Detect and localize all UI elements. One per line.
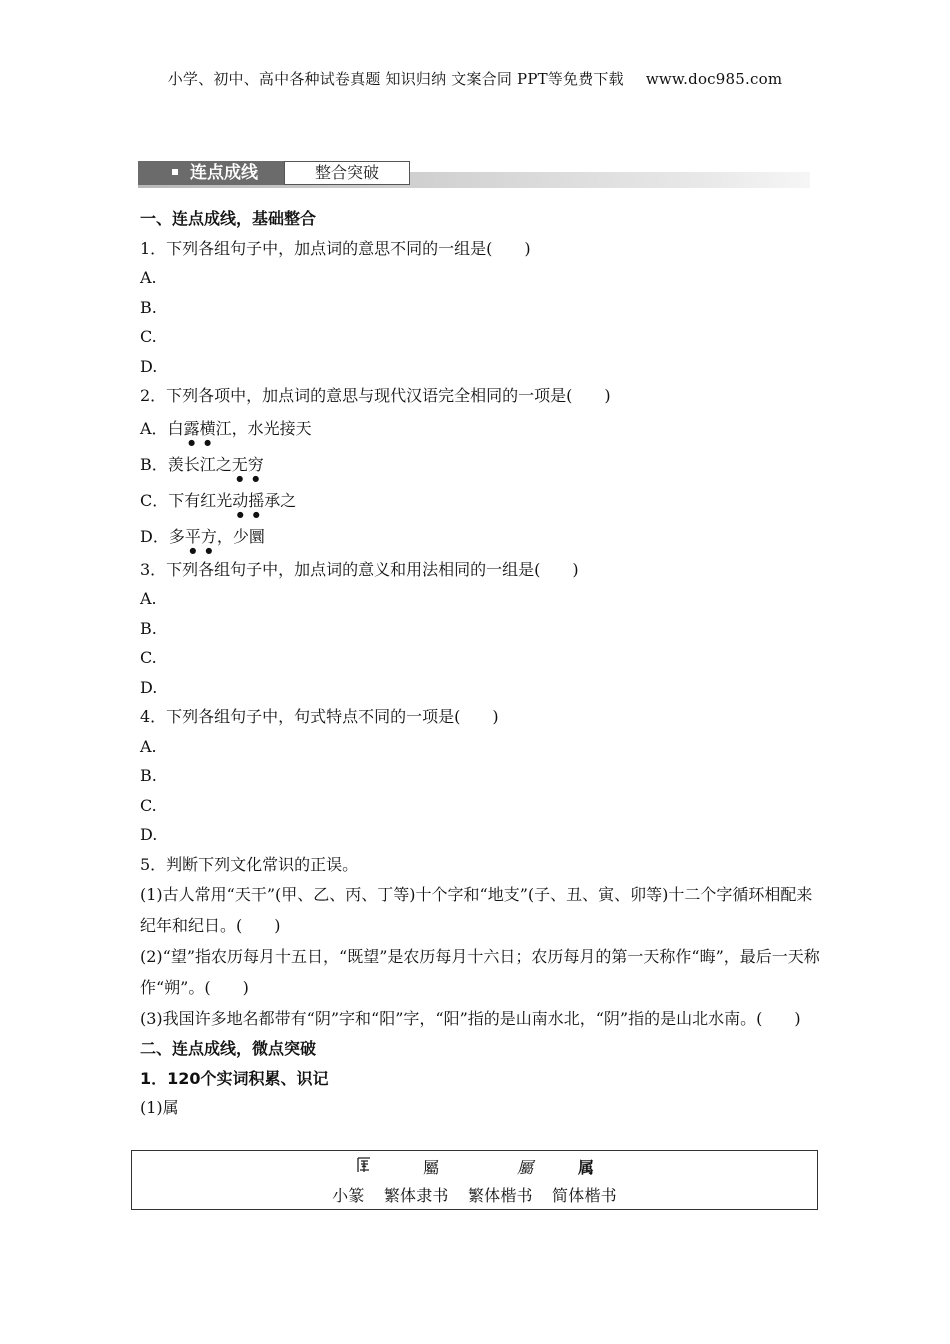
option-text: 白 — [167, 418, 184, 438]
q3-option-a: A. — [140, 589, 157, 608]
label-regular: 繁体楷书 — [467, 1186, 533, 1205]
q5-item-2: (2)“望”指农历每月十五日，“既望”是农历每月十六日；农历每月的第一天称作“晦”，最后一天称作“朔”。( ) — [140, 947, 820, 997]
simplified-glyph: 属 — [578, 1158, 595, 1177]
regular-glyph: 屬 — [517, 1158, 534, 1177]
option-text: ，少圜 — [216, 526, 265, 546]
q3-option-c: C. — [140, 648, 157, 667]
label-seal: 小篆 — [332, 1186, 365, 1205]
q5-stem: 5．判断下列文化常识的正误。 — [140, 854, 359, 874]
q2-option-c — [140, 483, 820, 519]
q4-option-a: A. — [140, 736, 157, 756]
glyph-row — [132, 1155, 817, 1177]
square-bullet-icon — [172, 169, 178, 175]
label-clerical: 繁体隶书 — [383, 1186, 449, 1205]
q4-option-c: C. — [140, 795, 157, 815]
q3-option-b: B. — [140, 618, 157, 638]
option-prefix: C． — [140, 490, 169, 510]
banner-light-tab: 整合突破 — [284, 161, 410, 185]
option-prefix: D． — [140, 526, 169, 546]
q1-option-d: D. — [140, 356, 158, 376]
option-text: 承之 — [264, 490, 297, 510]
q4-option-d: D. — [140, 825, 158, 844]
option-text: 羡长江之 — [167, 454, 232, 474]
section-banner — [138, 150, 810, 188]
q1-stem: 1．下列各组句子中，加点词的意思不同的一组是( ) — [140, 238, 531, 258]
header-text: 小学、初中、高中各种试卷真题 知识归纳 文案合同 PPT等免费下载 — [167, 70, 624, 88]
q2-option-a — [140, 411, 820, 447]
q3-stem: 3．下列各组句子中，加点词的意义和用法相同的一组是( ) — [140, 559, 579, 579]
q5-item-3: (3)我国许多地名都带有“阴”字和“阳”字，“阳”指的是山南水北，“阴”指的是山北水南。( ) — [140, 1009, 801, 1028]
character-evolution-table — [131, 1150, 818, 1210]
option-text: 多 — [168, 526, 185, 546]
q4-option-b: B. — [140, 766, 157, 785]
q1-option-a: A. — [140, 268, 157, 287]
label-row — [132, 1183, 817, 1206]
q1-option-c: C. — [140, 327, 157, 346]
page-header — [0, 68, 950, 89]
main-content — [140, 204, 820, 1123]
seal-script-glyph — [356, 1156, 372, 1174]
q2-stem: 2．下列各项中，加点词的意思与现代汉语完全相同的一项是( ) — [140, 386, 611, 405]
q5-item-1: (1)古人常用“天干”(甲、乙、丙、丁等)十个字和“地支”(子、丑、寅、卯等)十二个字循环相配来纪年和纪日。( ) — [140, 885, 813, 935]
label-simplified: 简体楷书 — [552, 1186, 617, 1205]
dotted-word: 动摇 — [232, 490, 265, 510]
section2-item: (1)属 — [140, 1098, 179, 1117]
q4-stem: 4．下列各组句子中，句式特点不同的一项是( ) — [140, 707, 499, 726]
q2-option-b — [140, 447, 820, 483]
q1-option-b: B. — [140, 297, 157, 317]
header-url: www.doc985.com — [645, 70, 783, 88]
option-text: 江，水光接天 — [215, 418, 312, 438]
q3-option-d: D. — [140, 677, 158, 697]
section2-title: 二、连点成线，微点突破 — [140, 1039, 317, 1058]
banner-dark-tab — [138, 161, 284, 185]
section2-subheading: 1．120个实词积累、识记 — [140, 1068, 329, 1088]
dotted-word: 平方 — [184, 526, 217, 546]
option-prefix: A． — [140, 418, 168, 438]
banner-dark-label: 连点成线 — [190, 163, 258, 183]
dotted-word: 无穷 — [231, 454, 264, 474]
option-text: 下有红光 — [168, 490, 233, 510]
section1-title: 一、连点成线，基础整合 — [140, 209, 317, 228]
option-prefix: B． — [140, 454, 168, 474]
q2-option-d — [140, 519, 820, 555]
dotted-word: 露横 — [183, 418, 216, 438]
clerical-glyph: 屬 — [423, 1158, 440, 1177]
